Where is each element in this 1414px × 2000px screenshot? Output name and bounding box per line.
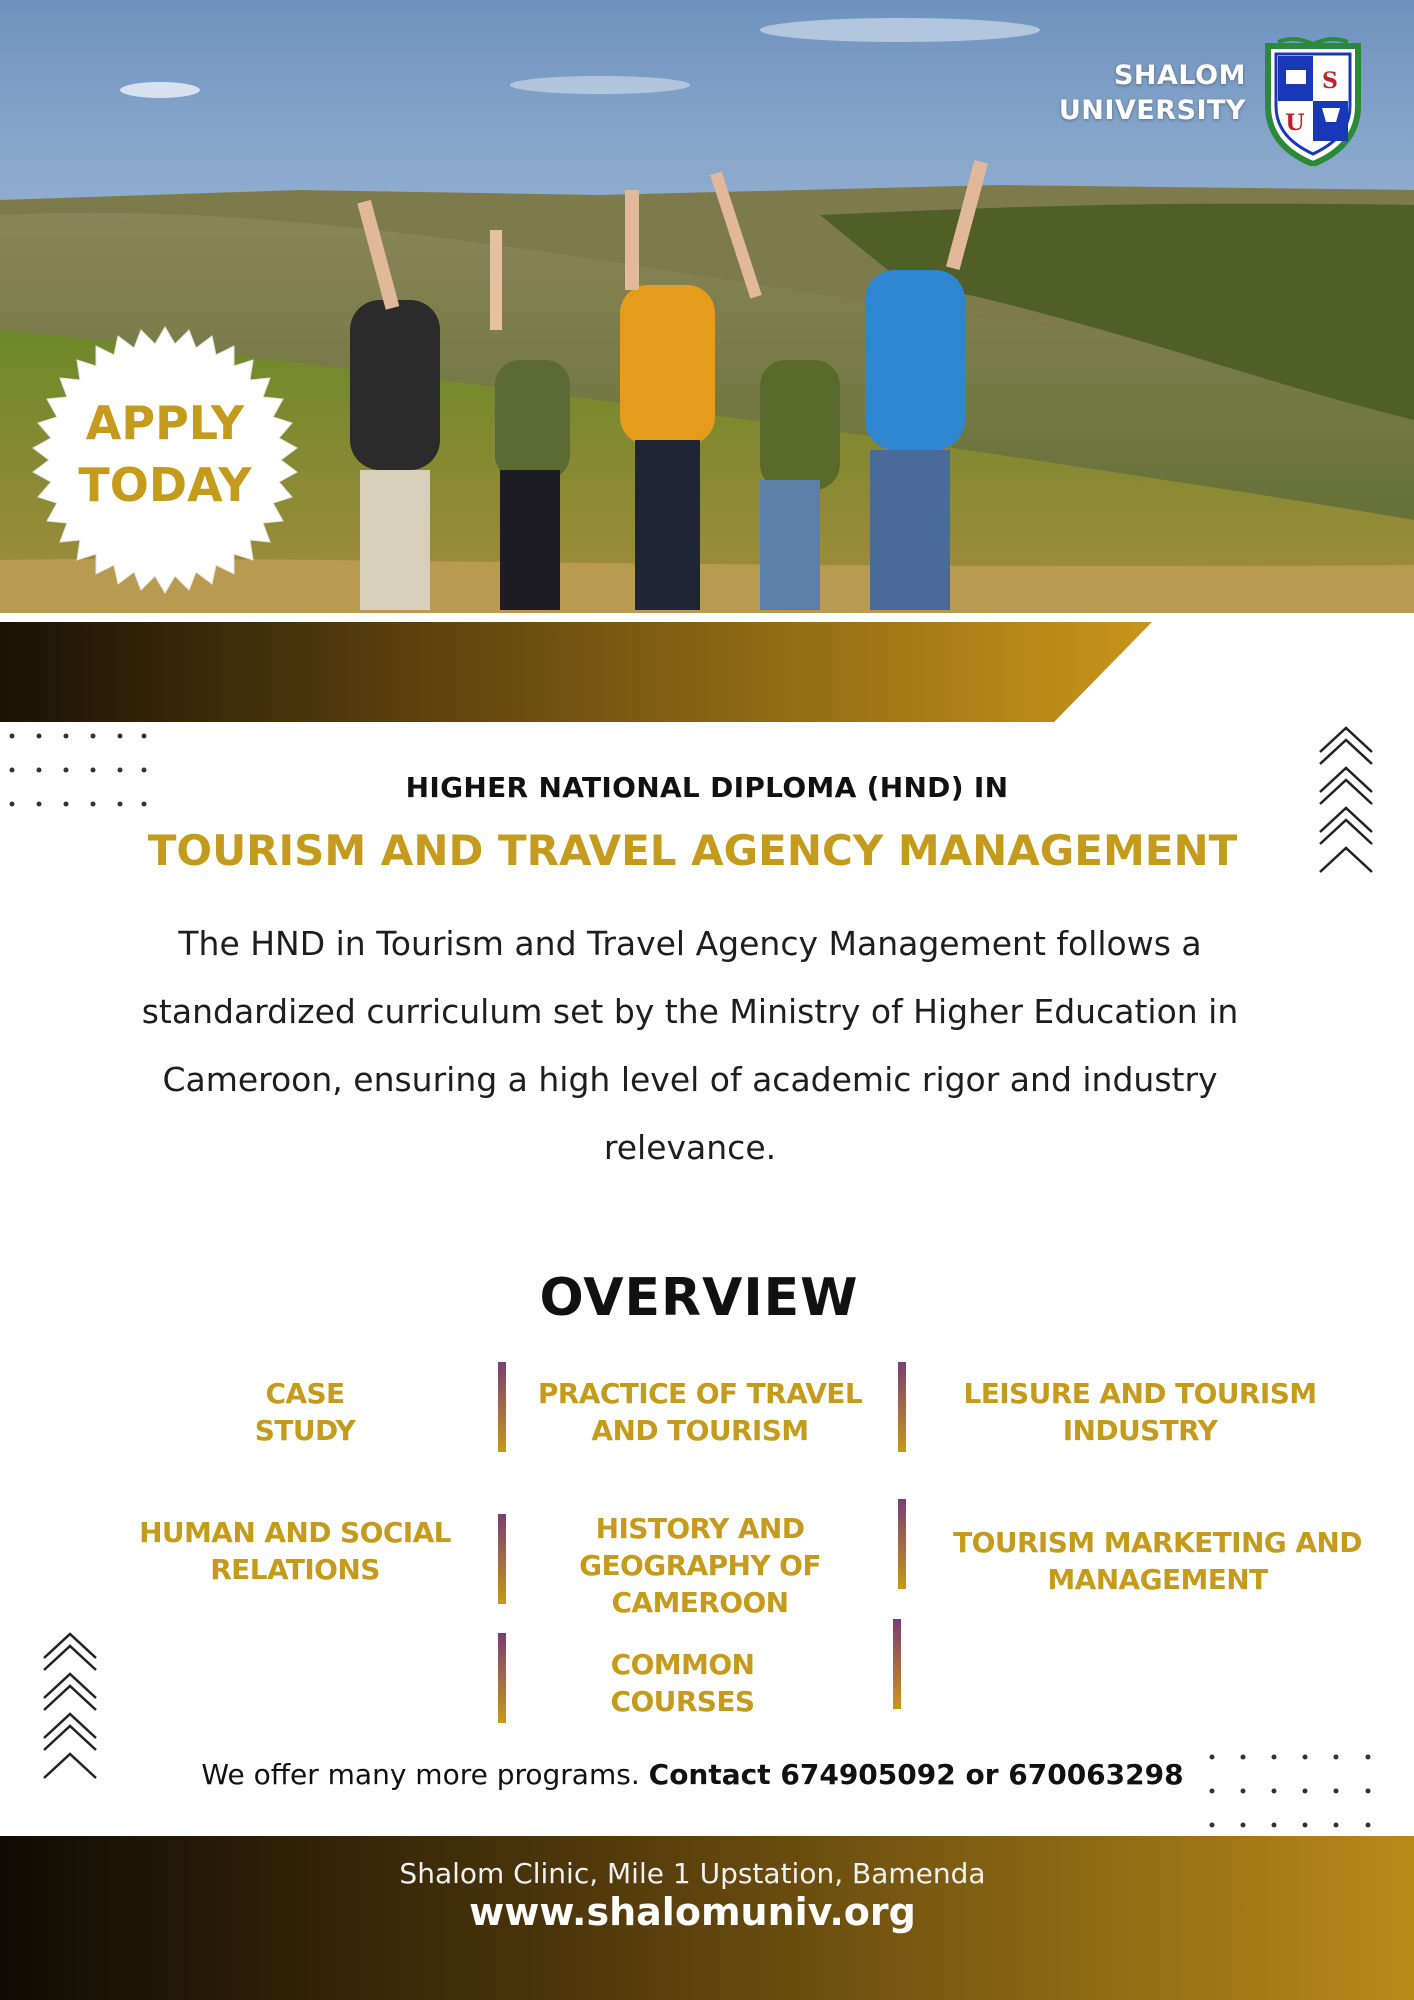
overview-divider <box>498 1362 506 1452</box>
overview-item-line: AND TOURISM <box>591 1414 809 1447</box>
overview-item-line: CAMEROON <box>611 1586 789 1619</box>
university-crest-logo <box>1258 36 1368 166</box>
program-description: The HND in Tourism and Travel Agency Management follows a standardized curriculum set by the Ministry of Higher Education in Cameroon, ensuring a high level of academic rigor and industry relevance. <box>141 924 1239 1167</box>
contact-phone-numbers: Contact 674905092 or 670063298 <box>648 1758 1184 1791</box>
overview-item-common-courses <box>560 1646 805 1720</box>
overview-heading: OVERVIEW <box>539 1268 859 1328</box>
svg-text:U: U <box>1285 110 1305 136</box>
university-name-line2: UNIVERSITY <box>1058 95 1246 126</box>
university-name <box>1059 58 1246 128</box>
website-link[interactable]: www.shalomuniv.org <box>469 1890 916 1934</box>
overview-item-tourism-marketing-management <box>940 1524 1375 1598</box>
overview-divider <box>893 1619 901 1709</box>
overview-divider <box>898 1499 906 1589</box>
badge-line-2: TODAY <box>78 458 252 512</box>
overview-item-line: COMMON <box>610 1648 755 1681</box>
overview-item-line: LEISURE AND TOURISM <box>963 1377 1317 1410</box>
overview-item-case-study <box>160 1375 450 1449</box>
svg-text:S: S <box>1322 68 1338 94</box>
apply-today-text <box>30 392 300 516</box>
overview-item-human-social-relations <box>110 1514 480 1588</box>
overview-item-line: STUDY <box>254 1414 356 1447</box>
overview-item-line: COURSES <box>610 1685 755 1718</box>
contact-line <box>0 1758 1385 1791</box>
overview-item-history-geography-cameroon <box>540 1510 860 1621</box>
program-title: TOURISM AND TRAVEL AGENCY MANAGEMENT <box>147 826 1238 875</box>
university-name-line1: SHALOM <box>1113 60 1246 91</box>
overview-item-line: TOURISM MARKETING AND <box>953 1526 1362 1559</box>
program-subtitle: HIGHER NATIONAL DIPLOMA (HND) IN <box>405 771 1009 804</box>
overview-item-line: HISTORY AND <box>595 1512 805 1545</box>
overview-divider <box>498 1633 506 1723</box>
overview-item-line: PRACTICE OF TRAVEL <box>537 1377 863 1410</box>
overview-item-practice-travel-tourism <box>520 1375 880 1449</box>
contact-lead: We offer many more programs. <box>201 1758 640 1791</box>
overview-item-line: GEOGRAPHY OF <box>579 1549 821 1582</box>
overview-item-line: MANAGEMENT <box>1047 1563 1268 1596</box>
overview-item-line: INDUSTRY <box>1062 1414 1218 1447</box>
overview-item-leisure-tourism-industry <box>930 1375 1350 1449</box>
overview-divider <box>898 1362 906 1452</box>
overview-item-line: RELATIONS <box>210 1553 380 1586</box>
badge-line-1: APPLY <box>85 396 245 450</box>
footer-address: Shalom Clinic, Mile 1 Upstation, Bamenda <box>399 1857 986 1890</box>
overview-divider <box>498 1514 506 1604</box>
overview-item-line: CASE <box>265 1377 345 1410</box>
overview-item-line: HUMAN AND SOCIAL <box>139 1516 451 1549</box>
gold-banner <box>0 622 1152 722</box>
